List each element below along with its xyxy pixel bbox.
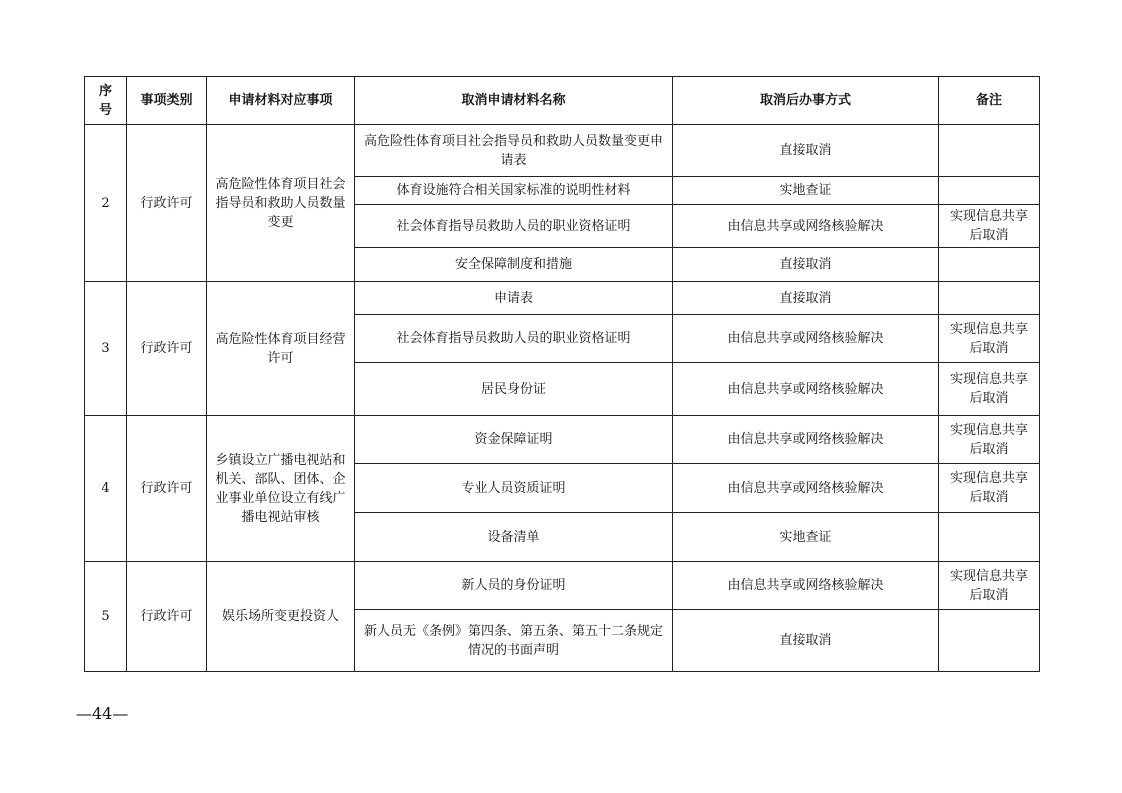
- row-note: 实现信息共享后取消: [939, 464, 1040, 513]
- row-method: 直接取消: [673, 125, 939, 177]
- row-method: 直接取消: [673, 248, 939, 282]
- row-note: [939, 125, 1040, 177]
- row-category: 行政许可: [127, 416, 207, 562]
- row-material: 高危险性体育项目社会指导员和救助人员数量变更申请表: [355, 125, 673, 177]
- row-no: 2: [85, 125, 127, 282]
- row-material: 专业人员资质证明: [355, 464, 673, 513]
- row-no: 3: [85, 282, 127, 416]
- row-method: 实地查证: [673, 513, 939, 562]
- header-category: 事项类别: [127, 77, 207, 125]
- row-no: 5: [85, 562, 127, 672]
- table-row: [85, 416, 1040, 464]
- row-category: 行政许可: [127, 125, 207, 282]
- table-row: [85, 125, 1040, 177]
- row-material: 申请表: [355, 282, 673, 315]
- header-note: 备注: [939, 77, 1040, 125]
- row-material: 新人员无《条例》第四条、第五条、第五十二条规定情况的书面声明: [355, 610, 673, 672]
- row-method: 由信息共享或网络核验解决: [673, 562, 939, 610]
- row-method: 直接取消: [673, 282, 939, 315]
- row-note: [939, 513, 1040, 562]
- materials-table: [84, 76, 1040, 672]
- row-category: 行政许可: [127, 562, 207, 672]
- row-note: 实现信息共享后取消: [939, 363, 1040, 416]
- row-material: 资金保障证明: [355, 416, 673, 464]
- row-note: [939, 610, 1040, 672]
- row-no: 4: [85, 416, 127, 562]
- row-method: 实地查证: [673, 177, 939, 205]
- row-item: 高危险性体育项目经营许可: [207, 282, 355, 416]
- row-item: 乡镇设立广播电视站和机关、部队、团体、企业事业单位设立有线广播电视站审核: [207, 416, 355, 562]
- header-item: 申请材料对应事项: [207, 77, 355, 125]
- row-material: 新人员的身份证明: [355, 562, 673, 610]
- row-note: [939, 282, 1040, 315]
- header-method: 取消后办事方式: [673, 77, 939, 125]
- row-note: 实现信息共享后取消: [939, 205, 1040, 248]
- row-material: 居民身份证: [355, 363, 673, 416]
- row-method: 由信息共享或网络核验解决: [673, 205, 939, 248]
- row-item: 娱乐场所变更投资人: [207, 562, 355, 672]
- row-material: 安全保障制度和措施: [355, 248, 673, 282]
- row-method: 直接取消: [673, 610, 939, 672]
- row-material: 社会体育指导员救助人员的职业资格证明: [355, 205, 673, 248]
- row-method: 由信息共享或网络核验解决: [673, 315, 939, 363]
- row-note: 实现信息共享后取消: [939, 416, 1040, 464]
- row-category: 行政许可: [127, 282, 207, 416]
- row-note: 实现信息共享后取消: [939, 315, 1040, 363]
- row-note: 实现信息共享后取消: [939, 562, 1040, 610]
- row-method: 由信息共享或网络核验解决: [673, 416, 939, 464]
- row-method: 由信息共享或网络核验解决: [673, 464, 939, 513]
- header-material: 取消申请材料名称: [355, 77, 673, 125]
- page-number: —44—: [76, 704, 129, 723]
- table-row: [85, 282, 1040, 315]
- header-no: 序号: [85, 77, 127, 125]
- row-item: 高危险性体育项目社会指导员和救助人员数量变更: [207, 125, 355, 282]
- row-material: 体育设施符合相关国家标准的说明性材料: [355, 177, 673, 205]
- row-note: [939, 177, 1040, 205]
- row-note: [939, 248, 1040, 282]
- row-method: 由信息共享或网络核验解决: [673, 363, 939, 416]
- table-row: [85, 562, 1040, 610]
- table-header-row: [85, 77, 1040, 125]
- row-material: 设备清单: [355, 513, 673, 562]
- row-material: 社会体育指导员救助人员的职业资格证明: [355, 315, 673, 363]
